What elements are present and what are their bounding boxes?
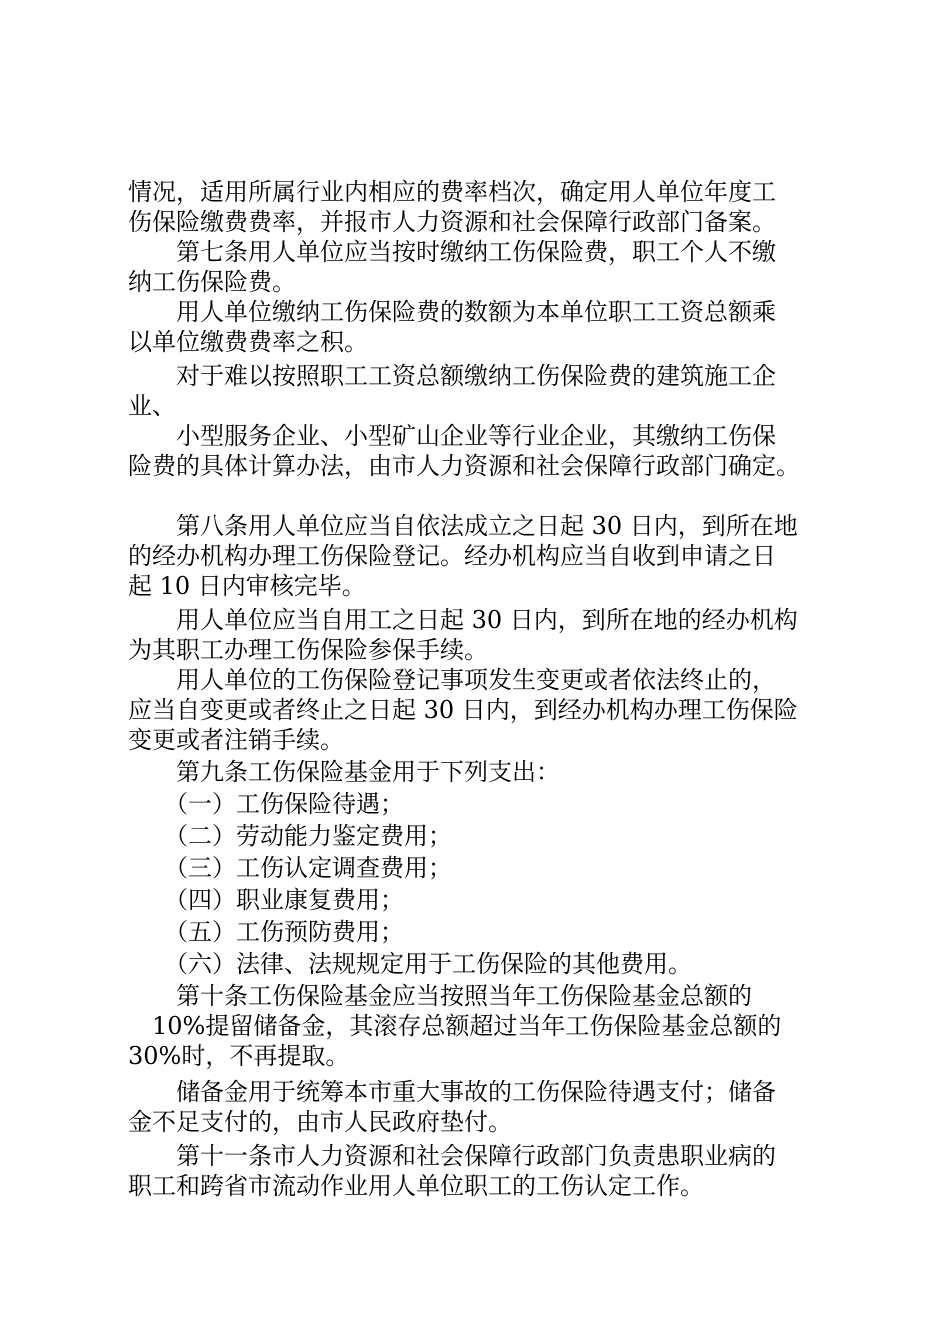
text-line: 起 10 日内审核完毕。 xyxy=(128,572,366,600)
text-line: 职工和跨省市流动作业用人单位职工的工伤认定工作。 xyxy=(128,1172,704,1200)
text-line: 以单位缴费费率之积。 xyxy=(128,328,368,356)
text-line: 用人单位缴纳工伤保险费的数额为本单位职工工资总额乘 xyxy=(128,298,776,326)
text-line: 第七条用人单位应当按时缴纳工伤保险费，职工个人不缴 xyxy=(128,238,776,266)
text-line: 情况，适用所属行业内相应的费率档次，确定用人单位年度工 xyxy=(128,178,776,206)
text-line: 业、 xyxy=(128,392,176,420)
text-line: 小型服务企业、小型矿山企业等行业企业，其缴纳工伤保 xyxy=(128,422,776,450)
text-line: 为其职工办理工伤保险参保手续。 xyxy=(128,636,488,664)
text-line: 险费的具体计算办法，由市人力资源和社会保障行政部门确定。 xyxy=(128,452,800,480)
text-line: 对于难以按照职工工资总额缴纳工伤保险费的建筑施工企 xyxy=(128,362,776,390)
text-line: 伤保险缴费费率，并报市人力资源和社会保障行政部门备案。 xyxy=(128,208,776,236)
text-line: 10%提留储备金，其滚存总额超过当年工伤保险基金总额的 xyxy=(128,1012,782,1040)
text-line: 应当自变更或者终止之日起 30 日内，到经办机构办理工伤保险 xyxy=(128,696,798,724)
text-line: 储备金用于统筹本市重大事故的工伤保险待遇支付；储备 xyxy=(128,1078,776,1106)
text-line: （四）职业康复费用； xyxy=(128,886,404,914)
text-line: 第八条用人单位应当自依法成立之日起 30 日内，到所在地 xyxy=(128,512,798,540)
text-line: 30%时，不再提取。 xyxy=(128,1042,350,1070)
text-line: 用人单位的工伤保险登记事项发生变更或者依法终止的， xyxy=(128,666,776,694)
text-line: （六）法律、法规规定用于工伤保险的其他费用。 xyxy=(128,950,692,978)
text-line: （一）工伤保险待遇； xyxy=(128,790,404,818)
text-line: 用人单位应当自用工之日起 30 日内，到所在地的经办机构 xyxy=(128,606,798,634)
text-line: 第九条工伤保险基金用于下列支出： xyxy=(128,758,560,786)
text-line: 金不足支付的，由市人民政府垫付。 xyxy=(128,1108,512,1136)
text-line: （二）劳动能力鉴定费用； xyxy=(128,822,452,850)
text-line: 第十条工伤保险基金应当按照当年工伤保险基金总额的 xyxy=(128,982,752,1010)
text-line: 纳工伤保险费。 xyxy=(128,268,296,296)
text-line: 第十一条市人力资源和社会保障行政部门负责患职业病的 xyxy=(128,1142,776,1170)
text-line: （五）工伤预防费用； xyxy=(128,918,404,946)
text-line: 变更或者注销手续。 xyxy=(128,726,344,754)
text-line: 的经办机构办理工伤保险登记。经办机构应当自收到申请之日 xyxy=(128,542,776,570)
text-line: （三）工伤认定调查费用； xyxy=(128,854,452,882)
